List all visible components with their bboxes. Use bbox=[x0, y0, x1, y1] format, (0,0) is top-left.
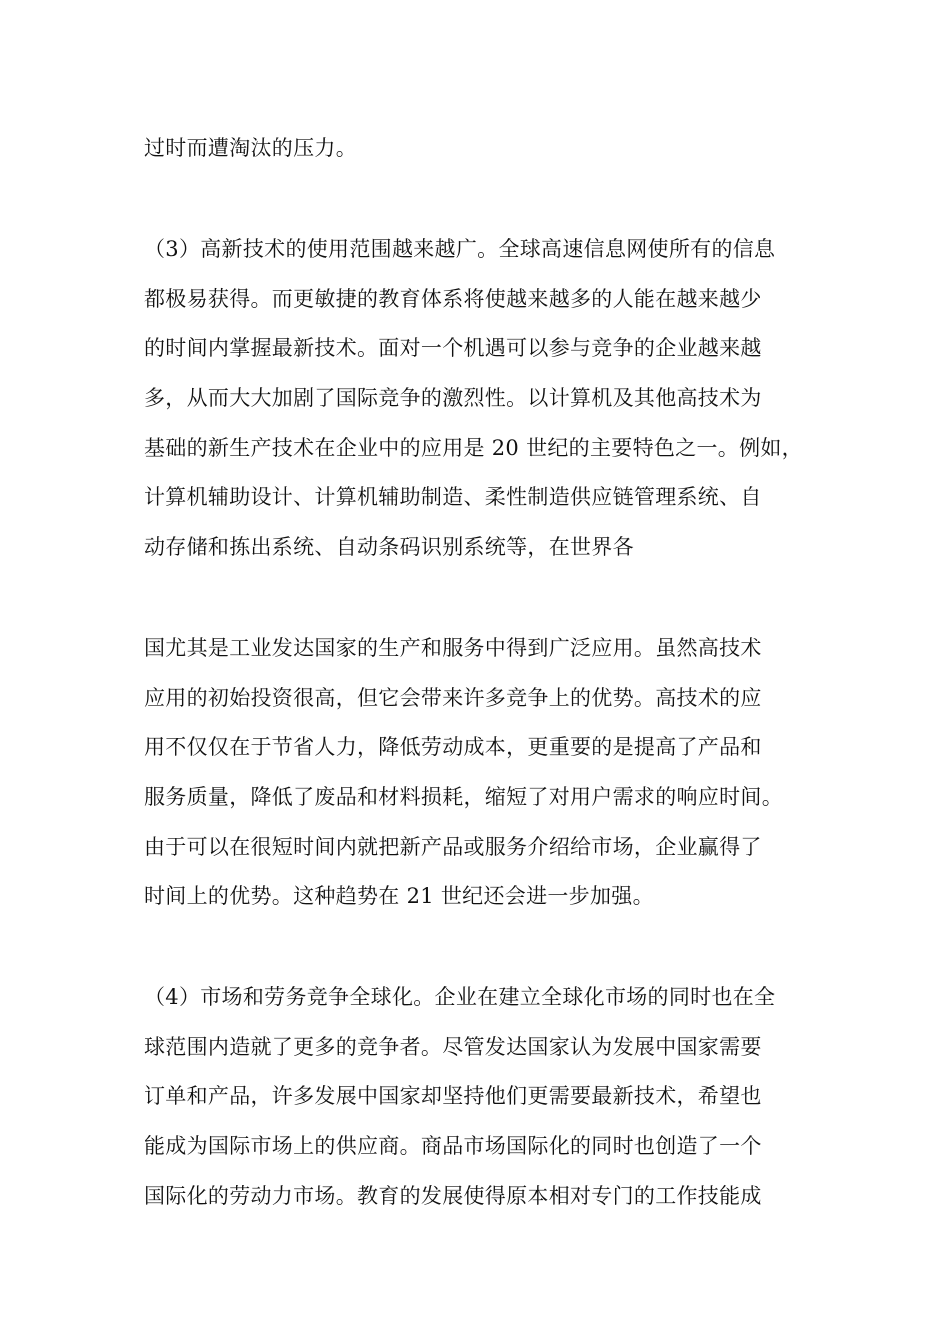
text-line: 计算机辅助设计、计算机辅助制造、柔性制造供应链管理系统、自 bbox=[144, 485, 762, 510]
text-line: 过时而遭淘汰的压力。 bbox=[144, 136, 357, 160]
text-line: 国尤其是工业发达国家的生产和服务中得到广泛应用。虽然高技术 bbox=[144, 636, 762, 660]
text-line: 应用的初始投资很高，但它会带来许多竞争上的优势。高技术的应 bbox=[144, 685, 762, 710]
paragraph-item-4 bbox=[144, 973, 824, 1221]
text-line: 用不仅仅在于节省人力，降低劳动成本，更重要的是提高了产品和 bbox=[144, 735, 762, 760]
text-line: （4）市场和劳务竞争全球化。企业在建立全球化市场的同时也在全 bbox=[144, 985, 776, 1009]
text-line: 时间上的优势。这种趋势在 21 世纪还会进一步加强。 bbox=[144, 884, 654, 909]
text-line: （3）高新技术的使用范围越来越广。全球高速信息网使所有的信息 bbox=[144, 237, 776, 261]
paragraph-continuation bbox=[144, 124, 824, 174]
text-line: 订单和产品，许多发展中国家却坚持他们更需要最新技术，希望也 bbox=[144, 1084, 762, 1109]
text-line: 的时间内掌握最新技术。面对一个机遇可以参与竞争的企业越来越 bbox=[144, 336, 762, 361]
text-line: 都极易获得。而更敏捷的教育体系将使越来越多的人能在越来越少 bbox=[144, 286, 762, 311]
paragraph-continuation-2 bbox=[144, 624, 824, 922]
text-line: 服务质量，降低了废品和材料损耗，缩短了对用户需求的响应时间。 bbox=[144, 785, 783, 810]
text-line: 动存储和拣出系统、自动条码识别系统等，在世界各 bbox=[144, 535, 634, 560]
text-line: 多，从而大大加剧了国际竞争的激烈性。以计算机及其他高技术为 bbox=[144, 386, 762, 411]
text-line: 基础的新生产技术在企业中的应用是 20 世纪的主要特色之一。例如， bbox=[144, 435, 803, 460]
text-line: 球范围内造就了更多的竞争者。尽管发达国家认为发展中国家需要 bbox=[144, 1034, 762, 1059]
text-line: 国际化的劳动力市场。教育的发展使得原本相对专门的工作技能成 bbox=[144, 1183, 762, 1208]
text-line: 能成为国际市场上的供应商。商品市场国际化的同时也创造了一个 bbox=[144, 1134, 762, 1159]
text-line: 由于可以在很短时间内就把新产品或服务介绍给市场，企业赢得了 bbox=[144, 834, 762, 859]
paragraph-item-3 bbox=[144, 225, 824, 573]
